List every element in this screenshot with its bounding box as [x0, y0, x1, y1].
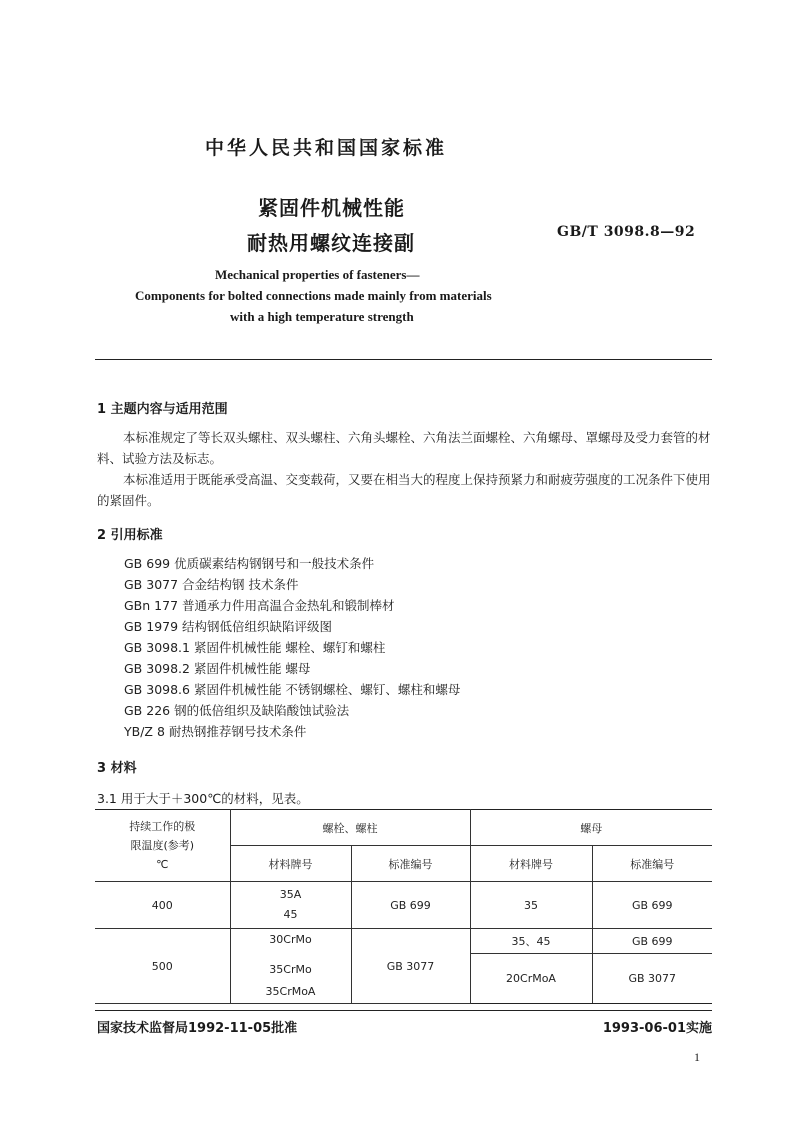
- temperature-header: [95, 810, 230, 882]
- english-title-line-3: with a high temperature strength: [230, 309, 414, 324]
- reference-item: GB 3098.1 紧固件机械性能 螺栓、螺钉和螺柱: [124, 640, 386, 655]
- section-1-paragraph-1: 本标准规定了等长双头螺柱、双头螺柱、六角头螺栓、六角法兰面螺栓、六角螺母、罩螺母及受力套管的材料、试验方法及标志。: [97, 430, 711, 466]
- bolt-material: 30CrMo: [269, 933, 312, 946]
- title-line-1: 紧固件机械性能: [258, 196, 405, 220]
- section-1-paragraph-2: 本标准适用于既能承受高温、交变载荷，又要在相当大的程度上保持预紧力和耐疲劳强度的工况条件下使用的紧固件。: [97, 472, 711, 508]
- reference-item: GB 226 钢的低倍组织及缺陷酸蚀试验法: [124, 703, 350, 718]
- section-3-1-text: 3.1 用于大于＋300℃的材料，见表。: [97, 791, 309, 806]
- page-number: 1: [694, 1050, 700, 1064]
- english-title-line-2: Components for bolted connections made mainly from materials: [135, 288, 492, 303]
- reference-item: GB 3098.6 紧固件机械性能 不锈钢螺栓、螺钉、螺柱和螺母: [124, 682, 461, 697]
- temperature-cell: 400: [95, 882, 230, 929]
- bolt-material-header: 材料牌号: [230, 846, 351, 882]
- material-table: [95, 809, 712, 1004]
- nut-material-cell: 20CrMoA: [470, 954, 592, 1004]
- bolt-material: 45: [283, 908, 298, 921]
- nut-material-cell: 35、45: [470, 929, 592, 954]
- title-line-2: 耐热用螺纹连接副: [247, 231, 415, 255]
- section-1-heading: 1 主题内容与适用范围: [97, 402, 228, 417]
- nut-material-header: 材料牌号: [470, 846, 592, 882]
- bolt-material-cell: [230, 929, 351, 1004]
- reference-item: GB 1979 结构钢低倍组织缺陷评级图: [124, 619, 333, 634]
- nut-standard-cell: GB 3077: [592, 954, 712, 1004]
- bolt-material: 35A: [279, 888, 302, 901]
- implementation-date: 1993-06-01实施: [602, 1021, 712, 1036]
- nut-standard-header: 标准编号: [592, 846, 712, 882]
- nut-group-header: 螺母: [470, 810, 712, 846]
- table-row: [95, 929, 712, 954]
- bolt-standard-cell: GB 699: [351, 882, 470, 929]
- english-title-line-1: Mechanical properties of fasteners—: [215, 267, 420, 282]
- temperature-cell: 500: [95, 929, 230, 1004]
- standard-number: GB/T 3098.8—92: [557, 224, 696, 240]
- section-2-heading: 2 引用标准: [97, 528, 163, 543]
- nut-material-cell: 35: [470, 882, 592, 929]
- bolt-material: 35CrMoA: [265, 985, 316, 998]
- section-3-heading: 3 材料: [97, 761, 137, 776]
- bolt-standard-header: 标准编号: [351, 846, 470, 882]
- footer-divider: [95, 1010, 712, 1011]
- temperature-header-line-2: 限温度(参考): [130, 839, 195, 852]
- approval-date: 国家技术监督局1992-11-05批准: [97, 1021, 298, 1036]
- nut-standard-cell: GB 699: [592, 882, 712, 929]
- bolt-material: 35CrMo: [269, 963, 312, 976]
- temperature-unit: ℃: [156, 858, 169, 871]
- bolt-group-header: 螺栓、螺柱: [230, 810, 470, 846]
- header-divider: [95, 359, 712, 360]
- temperature-header-line-1: 持续工作的极: [129, 820, 196, 833]
- reference-item: GB 699 优质碳素结构钢钢号和一般技术条件: [124, 556, 375, 571]
- reference-item: GBn 177 普通承力件用高温合金热轧和锻制棒材: [124, 598, 395, 613]
- nut-standard-cell: GB 699: [592, 929, 712, 954]
- reference-item: YB/Z 8 耐热钢推荐钢号技术条件: [124, 724, 307, 739]
- reference-item: GB 3098.2 紧固件机械性能 螺母: [124, 661, 311, 676]
- bolt-material-cell: [230, 882, 351, 929]
- table-row: [95, 882, 712, 929]
- national-standard-title: 中华人民共和国国家标准: [205, 137, 448, 159]
- reference-item: GB 3077 合金结构钢 技术条件: [124, 577, 299, 592]
- bolt-standard-cell: GB 3077: [351, 929, 470, 1004]
